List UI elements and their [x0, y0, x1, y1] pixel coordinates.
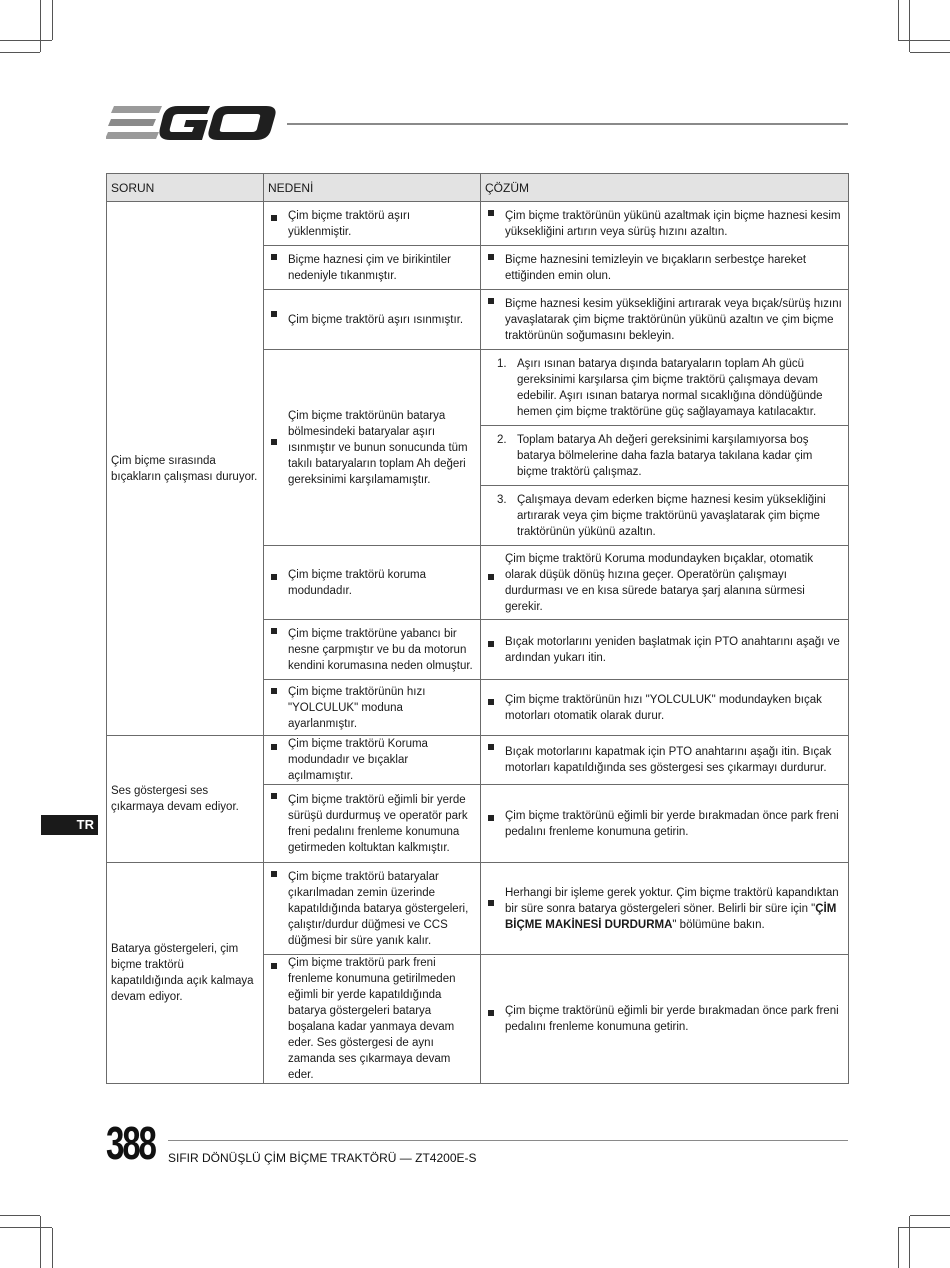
- table-header-row: [107, 174, 849, 202]
- table-row: [107, 736, 849, 785]
- cause-cell: Biçme haznesi çim ve birikintiler nedeniyle tıkanmıştır.: [264, 246, 481, 290]
- step-number: 2.: [497, 434, 507, 446]
- crop-mark: [0, 1227, 52, 1228]
- crop-mark: [898, 1227, 950, 1228]
- crop-mark: [910, 52, 950, 53]
- solution-cell: Bıçak motorlarını yeniden başlatmak için PTO anahtarını aşağı ve ardından yukarı itin.: [481, 620, 849, 680]
- cause-cell: Çim biçme traktörü koruma modundadır.: [264, 546, 481, 620]
- solution-text: Herhangi bir işleme gerek yoktur. Çim biçme traktörü kapandıktan bir süre sonra batarya göstergeleri söner. Belirli bir süre için ": [505, 886, 839, 915]
- crop-mark: [0, 1215, 40, 1216]
- step-text: Aşırı ısınan batarya dışında bataryaların toplam Ah gücü gereksinimi karşılarsa çim biçme traktörü çalışmaya devam edebilir. Aşırı ısınan batarya normal sıcaklığına döndüğünde hemen çim biçme traktörüne güç sağlayamaya katılacaktır.: [517, 357, 823, 418]
- crop-mark: [52, 0, 53, 40]
- cause-cell: Çim biçme traktörü aşırı ısınmıştır.: [264, 290, 481, 350]
- cause-cell: Çim biçme traktörü park freni frenleme konumuna getirilmeden eğimli bir yerde kapatıldığında batarya göstergeleri batarya boşalana kadar yanmaya devam eder. Ses göstergesi de aynı zamanda ses çıkarmaya devam eder.: [264, 955, 481, 1084]
- step-text: Toplam batarya Ah değeri gereksinimi karşılamıyorsa boş batarya bölmelerine daha fazla batarya takılana kadar çim biçme traktörü çalışmaz.: [517, 433, 813, 478]
- solution-cell: Biçme haznesini temizleyin ve bıçakların serbestçe hareket ettiğinden emin olun.: [481, 246, 849, 290]
- cause-cell: Çim biçme traktörüne yabancı bir nesne çarpmıştır ve bu da motorun kendini korumasına neden olmuştur.: [264, 620, 481, 680]
- crop-mark: [909, 0, 910, 52]
- crop-mark: [898, 1228, 899, 1268]
- problem-cell: Çim biçme sırasında bıçakların çalışması duruyor.: [107, 202, 264, 736]
- section-reference: ÇİM BİÇME MAKİNESİ DURDURMA: [505, 902, 837, 931]
- step-text: Çalışmaya devam ederken biçme haznesi kesim yüksekliğini artırarak veya çim biçme traktörünü yavaşlatarak çim biçme traktörünün yükünü azaltın.: [517, 493, 826, 538]
- page-number: 388: [106, 1117, 155, 1169]
- crop-mark: [0, 40, 52, 41]
- cause-cell: Çim biçme traktörü Koruma modundadır ve bıçaklar açılmamıştır.: [264, 736, 481, 785]
- table-row: [107, 863, 849, 955]
- step-number: 3.: [497, 494, 507, 506]
- footer-rule: [168, 1140, 848, 1141]
- footer-title: SIFIR DÖNÜŞLÜ ÇİM BİÇME TRAKTÖRÜ — ZT4200E-S: [168, 1151, 477, 1165]
- crop-mark: [52, 1228, 53, 1268]
- language-tab: TR: [41, 815, 98, 835]
- solution-step: [481, 486, 849, 546]
- crop-mark: [898, 40, 950, 41]
- problem-cell: Ses göstergesi ses çıkarmaya devam ediyor.: [107, 736, 264, 863]
- solution-text: " bölümüne bakın.: [672, 918, 765, 931]
- header-rule: [287, 123, 848, 125]
- solution-cell: Çim biçme traktörünü eğimli bir yerde bırakmadan önce park freni pedalını frenleme konumuna getirin.: [481, 955, 849, 1084]
- solution-cell: Çim biçme traktörünü eğimli bir yerde bırakmadan önce park freni pedalını frenleme konumuna getirin.: [481, 785, 849, 863]
- solution-step: [481, 426, 849, 486]
- ego-logo: [106, 100, 278, 146]
- crop-mark: [0, 52, 40, 53]
- cause-cell: Çim biçme traktörü eğimli bir yerde sürüşü durdurmuş ve operatör park freni pedalını frenleme konumuna getirmeden koltuktan kalkmıştır.: [264, 785, 481, 863]
- crop-mark: [910, 1215, 950, 1216]
- crop-mark: [898, 0, 899, 40]
- header-sorun: SORUN: [107, 174, 264, 202]
- solution-cell: Biçme haznesi kesim yüksekliğini artırarak veya bıçak/sürüş hızını yavaşlatarak çim biçme traktörünün yükünü azaltın ve çim biçme traktörünün soğumasını bekleyin.: [481, 290, 849, 350]
- solution-step: [481, 350, 849, 426]
- solution-cell: Çim biçme traktörünün hızı "YOLCULUK" modundayken bıçak motorları otomatik olarak durur.: [481, 680, 849, 736]
- cause-cell: Çim biçme traktörü bataryalar çıkarılmadan zemin üzerinde kapatıldığında batarya göstergeleri, çalıştır/durdur düğmesi ve CCS düğmesi bir süre yanık kalır.: [264, 863, 481, 955]
- crop-mark: [40, 1216, 41, 1268]
- crop-mark: [909, 1216, 910, 1268]
- troubleshooting-table: [106, 173, 849, 1084]
- header-cozum: ÇÖZÜM: [481, 174, 849, 202]
- header-nedeni: NEDENİ: [264, 174, 481, 202]
- solution-cell: Çim biçme traktörünün yükünü azaltmak için biçme haznesi kesim yüksekliğini artırın veya sürüş hızını azaltın.: [481, 202, 849, 246]
- table-row: [107, 202, 849, 246]
- cause-cell: Çim biçme traktörü aşırı yüklenmiştir.: [264, 202, 481, 246]
- solution-cell: [481, 863, 849, 955]
- crop-mark: [40, 0, 41, 52]
- cause-cell: Çim biçme traktörünün batarya bölmesindeki bataryalar aşırı ısınmıştır ve bunun sonucunda tüm takılı bataryaların toplam Ah değeri gereksinimi karşılamamıştır.: [264, 350, 481, 546]
- solution-cell: Bıçak motorlarını kapatmak için PTO anahtarını aşağı itin. Bıçak motorları kapatıldığında ses göstergesi ses çıkarmayı durdurur.: [481, 736, 849, 785]
- step-number: 1.: [497, 358, 507, 370]
- solution-cell: Çim biçme traktörü Koruma modundayken bıçaklar, otomatik olarak düşük dönüş hızına geçer. Operatörün çalışmayı durdurması ve en kısa sürede batarya şarj alanına sürmesi gerekir.: [481, 546, 849, 620]
- cause-cell: Çim biçme traktörünün hızı "YOLCULUK" moduna ayarlanmıştır.: [264, 680, 481, 736]
- problem-cell: Batarya göstergeleri, çim biçme traktörü kapatıldığında açık kalmaya devam ediyor.: [107, 863, 264, 1084]
